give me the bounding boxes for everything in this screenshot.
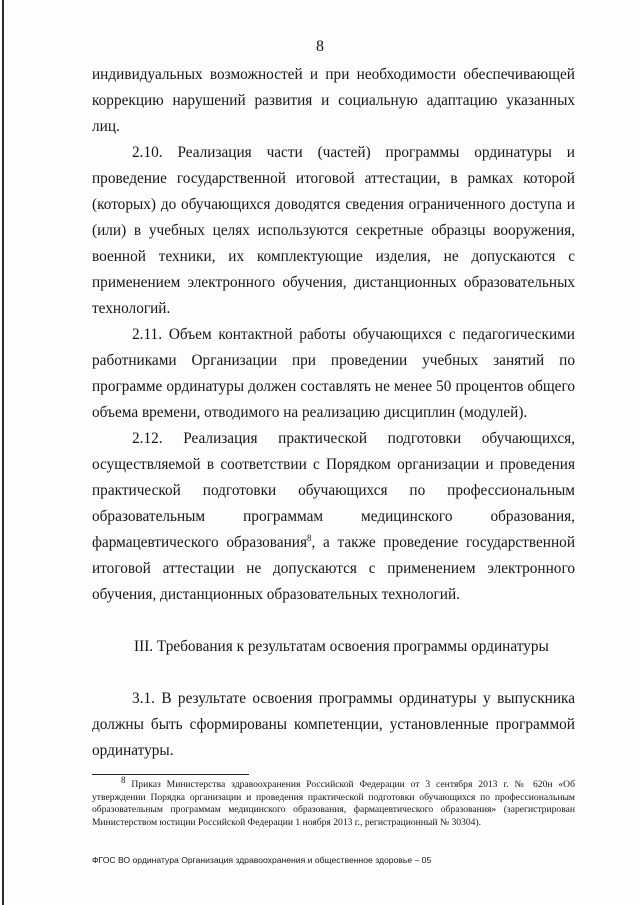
- document-body: [92, 62, 575, 764]
- footnote-reference: 8: [307, 532, 312, 543]
- footnote-divider: [92, 774, 249, 775]
- page-footer: ФГОС ВО ординатура Организация здравоохранения и общественное здоровье – 05: [92, 855, 432, 865]
- paragraph-2-12-part-b: , а также проведение государственной итоговой аттестации не допускаются с применением электронного обучения, дистанционных образовательных технологий.: [92, 534, 575, 603]
- page-number: 8: [316, 38, 324, 55]
- paragraph-continuation: индивидуальных возможностей и при необходимости обеспечивающей коррекцию нарушений развития и социальную адаптацию указанных лиц.: [92, 66, 575, 135]
- paragraph-3-1: 3.1. В результате освоения программы ординатуры у выпускника должны быть сформированы компетенции, установленные программой ординатуры.: [92, 690, 575, 759]
- footnote: [92, 774, 575, 829]
- section-heading: III. Требования к результатам освоения программы ординатуры: [134, 638, 549, 655]
- footnote-marker: 8: [121, 774, 126, 785]
- paragraph-2-12: [92, 426, 575, 608]
- footnote-text: Приказ Министерства здравоохранения Российской Федерации от 3 сентября 2013 г. № 620н «Об утверждении Порядка организации и проведения практической подготовки обучающихся по профессиональным образовательным программам медицинского образования, фармацевтического образования» (зарегистрирован Министерством юстиции Российской Федерации 1 ноября 2013 г., регистрационный № 30304).: [92, 779, 575, 828]
- paragraph-2-12-part-a: 2.12. Реализация практической подготовки обучающихся, осуществляемой в соответствии с Порядком организации и проведения практической подготовки обучающихся по профессиональным образовательным программам медицинского образования, фармацевтического образования: [92, 430, 575, 551]
- paragraph-2-11: 2.11. Объем контактной работы обучающихся с педагогическими работниками Организации при проведении учебных занятий по программе ординатуры должен составлять не менее 50 процентов общего объема времени, отводимого на реализацию дисциплин (модулей).: [92, 326, 575, 421]
- paragraph-2-10: 2.10. Реализация части (частей) программы ординатуры и проведение государственной итоговой аттестации, в рамках которой (которых) до обучающихся доводятся сведения ограниченного доступа и (или) в учебных целях используются секретные образцы вооружения, военной техники, их комплектующие изделия, не допускаются с применением электронного обучения, дистанционных образовательных технологий.: [92, 144, 575, 317]
